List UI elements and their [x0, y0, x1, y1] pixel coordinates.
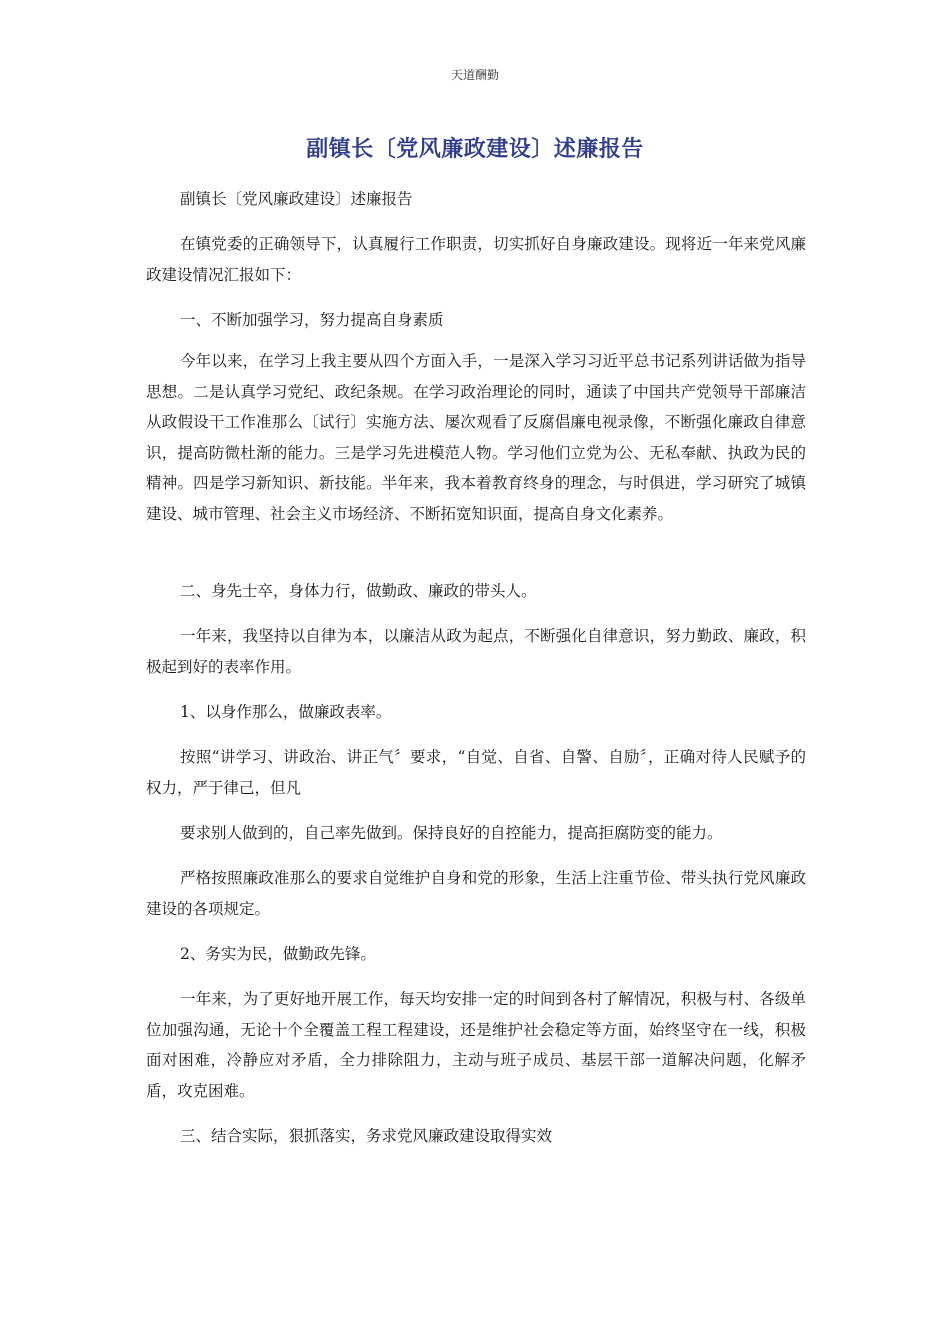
subheading-2: 2、务实为民，做勤政先锋。	[180, 945, 376, 963]
section-heading-3: 三、结合实际，狠抓落实，务求党风廉政建设取得实效	[180, 1127, 553, 1145]
page-header: 天道酬勤	[450, 68, 499, 82]
section-heading-1: 一、不断加强学习，努力提高自身素质	[180, 311, 444, 329]
paragraph-self-discipline: 一年来，我坚持以自律为本，以廉洁从政为起点，不断强化自律意识，努力勤政、廉政，积极起到好的表率作用。	[146, 627, 806, 676]
paragraph-field-work: 一年来，为了更好地开展工作，每天均安排一定的时间到各村了解情况，积极与村、各级单位加强沟通，无论十个全覆盖工程工程建设，还是维护社会稳定等方面，始终坚守在一线，积极面对困难，冷静应对矛盾，全力排除阻力，主动与班子成员、基层干部一道解决问题，化解矛盾，攻克困难。	[146, 990, 806, 1100]
section-heading-2: 二、身先士卒，身体力行，做勤政、廉政的带头人。	[180, 582, 537, 600]
paragraph-intro: 在镇党委的正确领导下，认真履行工作职责，切实抓好自身廉政建设。现将近一年来党风廉政建设情况汇报如下：	[146, 235, 806, 284]
paragraph-study: 今年以来，在学习上我主要从四个方面入手，一是深入学习习近平总书记系列讲话做为指导思想。二是认真学习党纪、政纪条规。在学习政治理论的同时，通读了中国共产党领导干部廉洁从政假设干工作准那么〔试行〕实施方法、屡次观看了反腐倡廉电视录像，不断强化廉政自律意识，提高防微杜渐的能力。三是学习先进模范人物。学习他们立党为公、无私奉献、执政为民的精神。四是学习新知识、新技能。半年来，我本着教育终身的理念，与时俱进，学习研究了城镇建设、城市管理、社会主义市场经济、不断拓宽知识面，提高自身文化素养。	[146, 352, 806, 523]
paragraph-requirements: 按照“讲学习、讲政治、讲正气〞要求，“自觉、自省、自警、自励〞，正确对待人民赋予的权力，严于律己，但凡	[146, 748, 806, 797]
paragraph-subtitle: 副镇长〔党风廉政建设〕述廉报告	[180, 190, 413, 208]
subheading-1: 1、以身作那么，做廉政表率。	[180, 703, 392, 721]
paragraph-regulations: 严格按照廉政准那么的要求自觉维护自身和党的形象，生活上注重节俭、带头执行党风廉政建设的各项规定。	[146, 869, 806, 918]
document-title: 副镇长〔党风廉政建设〕述廉报告	[306, 136, 644, 162]
paragraph-lead-by-example: 要求别人做到的，自己率先做到。保持良好的自控能力，提高拒腐防变的能力。	[180, 824, 723, 842]
